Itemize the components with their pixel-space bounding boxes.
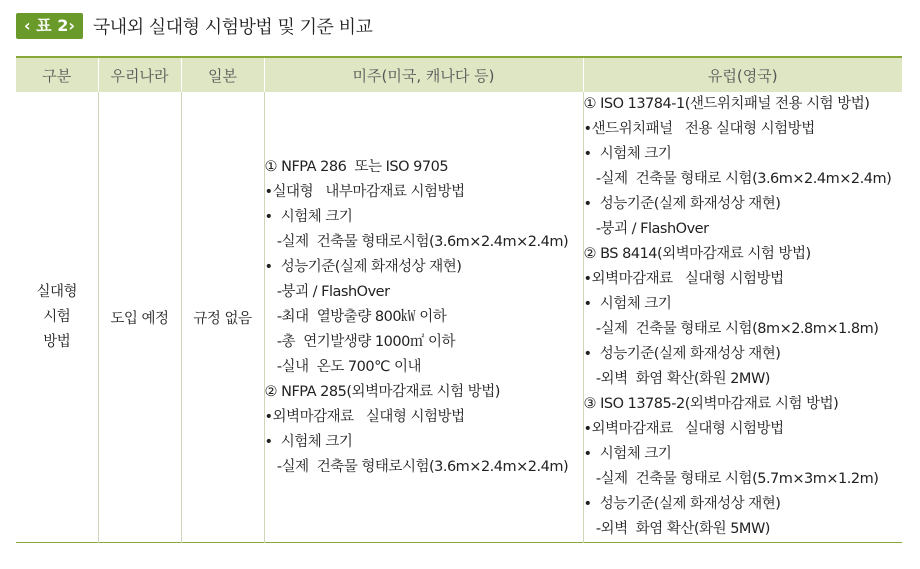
list-item: • 시험체 크기 bbox=[583, 296, 672, 312]
cell-americas bbox=[264, 92, 583, 543]
table-caption bbox=[16, 12, 372, 40]
list-item: -실제 건축물 형태로시험(3.6m×2.4m×2.4m) bbox=[264, 233, 569, 250]
list-item: • 시험체 크기 bbox=[264, 433, 353, 450]
list-item: ② BS 8414(외벽마감재료 시험 방법) bbox=[583, 246, 811, 262]
list-item: •외벽마감재료 실대형 시험방법 bbox=[264, 408, 465, 425]
list-item: •외벽마감재료 실대형 시험방법 bbox=[583, 421, 784, 437]
europe-list bbox=[584, 92, 903, 542]
list-item: • 시험체 크기 bbox=[264, 208, 353, 225]
list-item: ③ ISO 13785-2(외벽마감재료 시험 방법) bbox=[583, 396, 839, 412]
header-korea: 우리나라 bbox=[98, 57, 181, 92]
cell-category bbox=[16, 92, 98, 543]
list-item: ① ISO 13784-1(샌드위치패널 전용 시험 방법) bbox=[583, 96, 870, 112]
category-line: 실대형 bbox=[36, 283, 78, 300]
cell-japan: 규정 없음 bbox=[181, 92, 264, 543]
list-item: •실대형 내부마감재료 시험방법 bbox=[264, 183, 465, 200]
list-item: •샌드위치패널 전용 실대형 시험방법 bbox=[583, 121, 815, 137]
list-item: • 시험체 크기 bbox=[583, 446, 672, 462]
americas-list bbox=[265, 155, 583, 480]
header-japan: 일본 bbox=[181, 57, 264, 92]
table-number-tag: ‹ 표 2› bbox=[16, 13, 83, 39]
list-item: •외벽마감재료 실대형 시험방법 bbox=[583, 271, 784, 287]
list-item: -실제 건축물 형태로 시험(5.7m×3m×1.2m) bbox=[583, 471, 879, 487]
list-item: -실제 건축물 형태로시험(3.6m×2.4m×2.4m) bbox=[264, 458, 569, 475]
list-item: -최대 열방출량 800㎾ 이하 bbox=[264, 308, 447, 325]
list-item: • 성능기준(실제 화재성상 재현) bbox=[583, 496, 781, 512]
list-item: -실내 온도 700℃ 이내 bbox=[264, 358, 421, 375]
list-item: -실제 건축물 형태로 시험(3.6m×2.4m×2.4m) bbox=[583, 171, 892, 187]
list-item: -붕괴 / FlashOver bbox=[264, 283, 390, 300]
list-item: • 성능기준(실제 화재성상 재현) bbox=[583, 346, 781, 362]
table-title: 국내외 실대형 시험방법 및 기준 비교 bbox=[92, 17, 373, 38]
list-item: • 성능기준(실제 화재성상 재현) bbox=[583, 196, 781, 212]
comparison-table bbox=[16, 56, 902, 543]
header-americas: 미주(미국, 캐나다 등) bbox=[264, 57, 583, 92]
category-line: 방법 bbox=[43, 333, 71, 350]
list-item: -총 연기발생량 1000㎡ 이하 bbox=[264, 333, 455, 350]
list-item: -붕괴 / FlashOver bbox=[583, 221, 709, 237]
list-item: -실제 건축물 형태로 시험(8m×2.8m×1.8m) bbox=[583, 321, 879, 337]
cell-europe bbox=[583, 92, 902, 543]
category-line: 시험 bbox=[43, 308, 71, 325]
list-item: ① NFPA 286 또는 ISO 9705 bbox=[264, 158, 449, 175]
list-item: ② NFPA 285(외벽마감재료 시험 방법) bbox=[264, 383, 500, 400]
list-item: • 성능기준(실제 화재성상 재현) bbox=[264, 258, 462, 275]
list-item: -외벽 화염 확산(화원 5MW) bbox=[583, 521, 770, 537]
cell-korea: 도입 예정 bbox=[98, 92, 181, 543]
header-category: 구분 bbox=[16, 57, 98, 92]
table-row bbox=[16, 92, 902, 543]
list-item: • 시험체 크기 bbox=[583, 146, 672, 162]
header-europe: 유럽(영국) bbox=[583, 57, 902, 92]
list-item: -외벽 화염 확산(화원 2MW) bbox=[583, 371, 770, 387]
table-header-row bbox=[16, 57, 902, 92]
